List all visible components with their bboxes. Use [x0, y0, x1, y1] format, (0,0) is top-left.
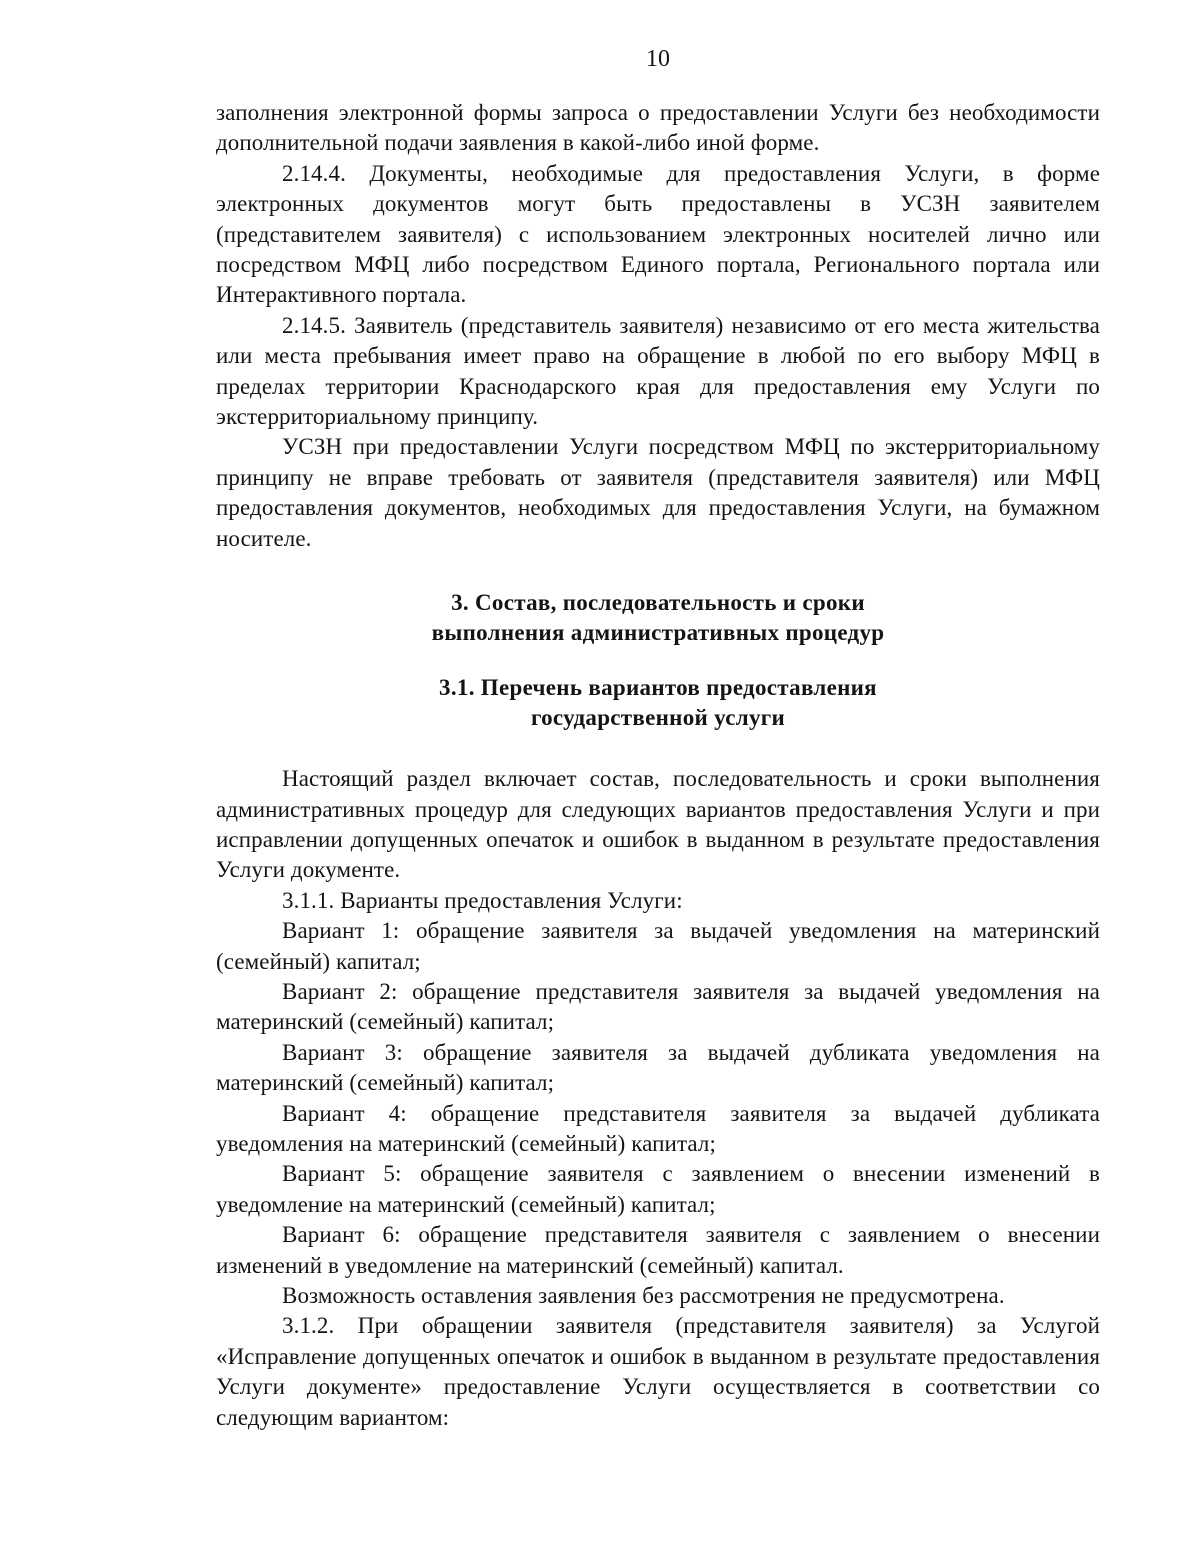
subsection-heading	[216, 673, 1100, 733]
paragraph-no-dismissal: Возможность оставления заявления без рассмотрения не предусмотрена.	[282, 1283, 1005, 1308]
paragraph-continuation: заполнения электронной формы запроса о предоставлении Услуги без необходимости дополнительной подачи заявления в какой-либо иной форме.	[216, 100, 1100, 156]
list-item-variant-4: Вариант 4: обращение представителя заявителя за выдачей дубликата уведомления на материнский (семейный) капитал;	[216, 1100, 1100, 1156]
paragraph-section-intro: Настоящий раздел включает состав, последовательность и сроки выполнения административных процедур для следующих вариантов предоставления Услуги и при исправлении допущенных опечаток и ошибок в выданном в результате предоставления Услуги документе.	[216, 766, 1100, 883]
list-item-variant-5: Вариант 5: обращение заявителя с заявлением о внесении изменений в уведомление на материнский (семейный) капитал;	[216, 1161, 1100, 1217]
section-heading-line-1: 3. Состав, последовательность и сроки	[451, 590, 865, 616]
list-item-variant-3: Вариант 3: обращение заявителя за выдачей дубликата уведомления на материнский (семейный) капитал;	[216, 1039, 1100, 1096]
spacer	[216, 554, 1100, 588]
paragraph-uszn-mfc: УСЗН при предоставлении Услуги посредством МФЦ по экстерриториальному принципу не вправе требовать от заявителя (представителя заявителя) или МФЦ предоставления документов, необходимых для предоставления Услуги, на бумажном носителе.	[216, 434, 1100, 551]
paragraph-2-14-4: 2.14.4. Документы, необходимые для предоставления Услуги, в форме электронных документов могут быть предоставлены в УСЗН заявителем (представителем заявителя) с использованием электронных носителей лично или посредством МФЦ либо посредством Единого портала, Регионального портала или Интерактивного портала.	[216, 160, 1100, 308]
section-heading-line-2: выполнения административных процедур	[431, 620, 885, 646]
list-item-variant-6: Вариант 6: обращение представителя заявителя с заявлением о внесении изменений в уведомление на материнский (семейный) капитал.	[216, 1222, 1100, 1278]
list-item-variant-1: Вариант 1: обращение заявителя за выдачей уведомления на материнский (семейный) капитал;	[216, 918, 1100, 974]
spacer	[216, 733, 1100, 764]
page-number: 10	[646, 46, 670, 72]
subsection-heading-line-2: государственной услуги	[530, 705, 786, 731]
paragraph-3-1-1: 3.1.1. Варианты предоставления Услуги:	[282, 887, 683, 913]
list-item-variant-2: Вариант 2: обращение представителя заявителя за выдачей уведомления на материнский (семейный) капитал;	[216, 978, 1100, 1035]
paragraph-3-1-2: 3.1.2. При обращении заявителя (представителя заявителя) за Услугой «Исправление допущенных опечаток и ошибок в выданном в результате предоставления Услуги документе» предоставление Услуги осуществляется в соответствии со следующим вариантом:	[216, 1313, 1100, 1430]
page-content	[216, 98, 1100, 1433]
spacer	[216, 648, 1100, 673]
section-heading	[216, 588, 1100, 648]
subsection-heading-line-1: 3.1. Перечень вариантов предоставления	[439, 675, 877, 701]
paragraph-2-14-5: 2.14.5. Заявитель (представитель заявителя) независимо от его места жительства или места пребывания имеет право на обращение в любой по его выбору МФЦ в пределах территории Краснодарского края для предоставления ему Услуги по экстерриториальному принципу.	[216, 312, 1100, 430]
